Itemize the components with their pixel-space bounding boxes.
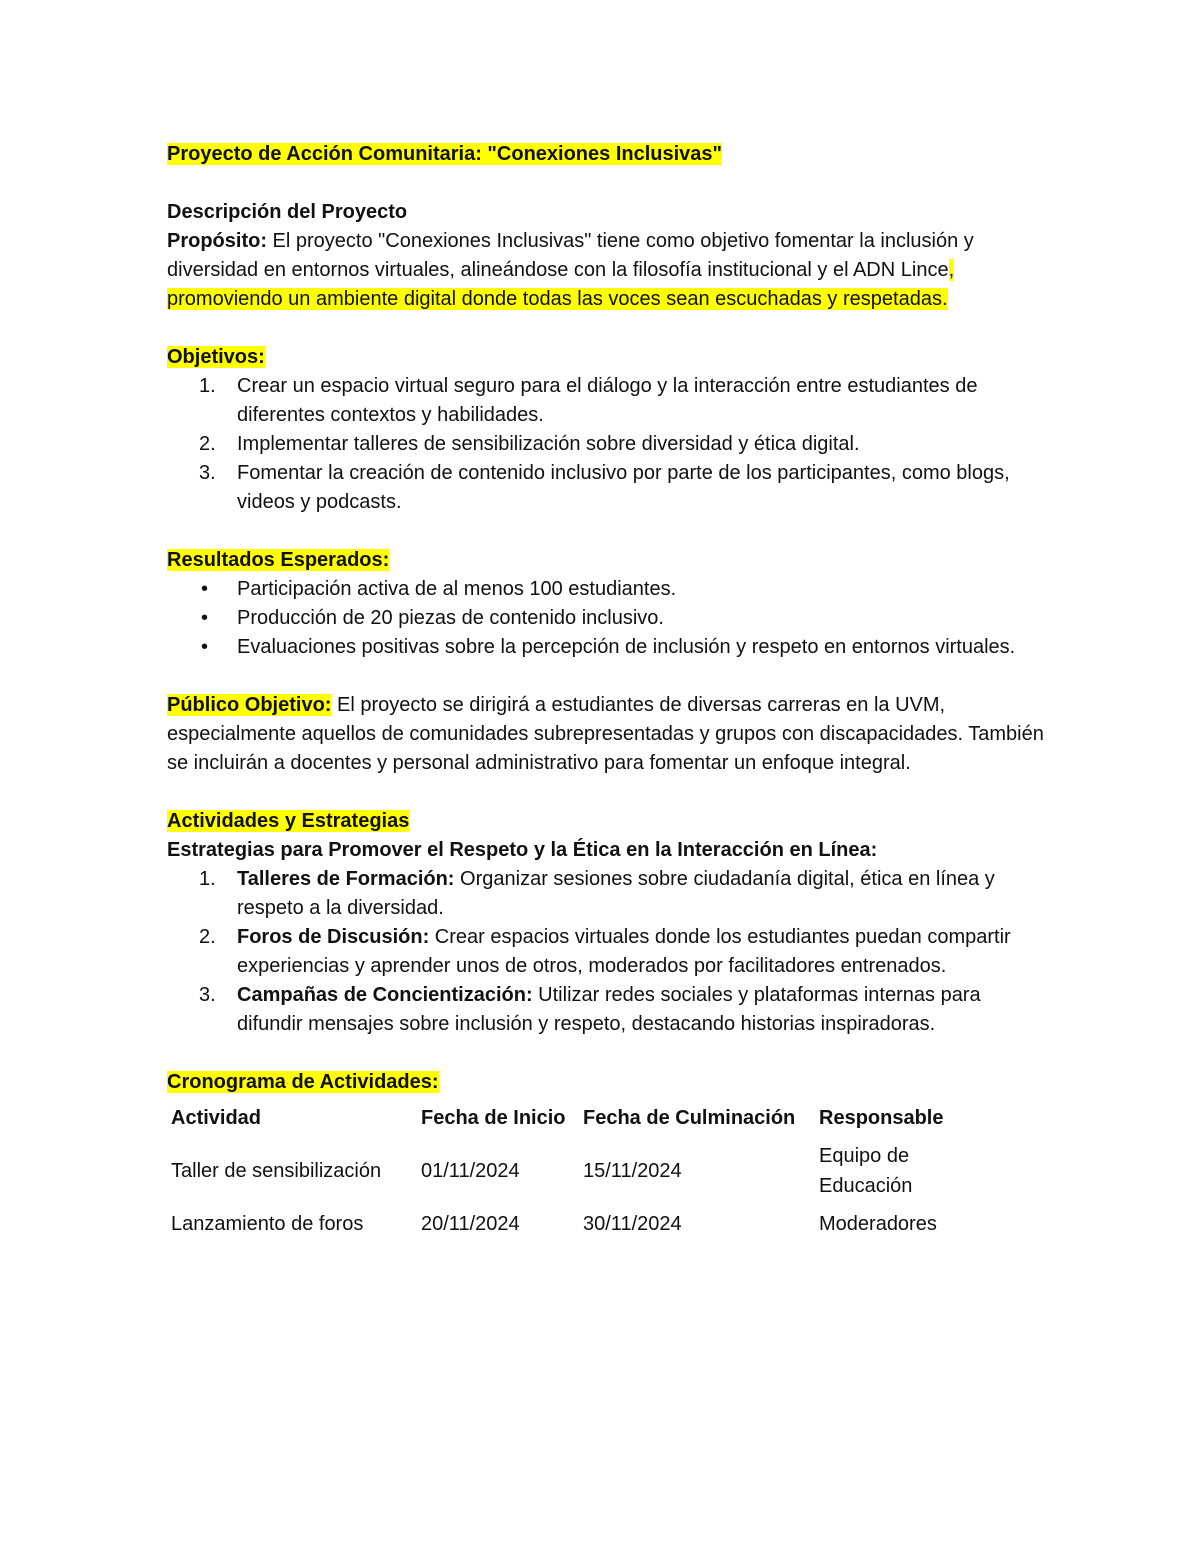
column-header: Fecha de Inicio — [421, 1107, 566, 1129]
list-item: Foros de Discusión: Crear espacios virtuales donde los estudiantes puedan compartir experiencias y aprender unos de otros, moderados por facilitadores entrenados. — [237, 926, 1011, 977]
table-row — [167, 1137, 1003, 1205]
document-page — [167, 140, 1047, 1243]
table-cell: Moderadores — [819, 1213, 937, 1235]
audience-paragraph: Público Objetivo: El proyecto se dirigirá a estudiantes de diversas carreras en la UVM, especialmente aquellos de comunidades subrepresentadas y grupos con discapacidades. También se incluirán a docentes y personal administrativo para fomentar un enfoque integral. — [167, 694, 1044, 774]
table-cell: Lanzamiento de foros — [171, 1213, 364, 1235]
objectives-heading: Objetivos: — [167, 346, 265, 368]
table-row — [167, 1205, 1003, 1243]
description-heading: Descripción del Proyecto — [167, 201, 408, 223]
column-header: Actividad — [171, 1107, 262, 1129]
table-cell: 01/11/2024 — [421, 1160, 520, 1182]
column-header: Fecha de Culminación — [583, 1107, 796, 1129]
list-item: • Producción de 20 piezas de contenido inclusivo. — [237, 604, 1047, 633]
activities-heading: Actividades y Estrategias — [167, 810, 410, 832]
objectives-list — [167, 372, 1047, 517]
document-title: Proyecto de Acción Comunitaria: "Conexiones Inclusivas" — [167, 143, 723, 165]
table-cell: Equipo de Educación — [819, 1145, 913, 1197]
list-item: Talleres de Formación: Organizar sesiones sobre ciudadanía digital, ética en línea y respeto a la diversidad. — [237, 868, 995, 919]
table-cell: Taller de sensibilización — [171, 1160, 382, 1182]
list-item: Campañas de Concientización: Utilizar redes sociales y plataformas internas para difundir mensajes sobre inclusión y respeto, destacando historias inspiradoras. — [237, 984, 981, 1035]
list-item: Implementar talleres de sensibilización sobre diversidad y ética digital. — [237, 433, 860, 455]
results-list — [167, 575, 1047, 662]
list-item: Fomentar la creación de contenido inclusivo por parte de los participantes, como blogs, videos y podcasts. — [237, 462, 1010, 513]
schedule-table — [167, 1099, 1003, 1243]
table-cell: 20/11/2024 — [421, 1213, 520, 1235]
results-heading: Resultados Esperados: — [167, 549, 390, 571]
list-item: Crear un espacio virtual seguro para el diálogo y la interacción entre estudiantes de diferentes contextos y habilidades. — [237, 375, 978, 426]
list-item: • Participación activa de al menos 100 estudiantes. — [237, 575, 1047, 604]
column-header: Responsable — [819, 1107, 944, 1129]
table-cell: 15/11/2024 — [583, 1160, 682, 1182]
list-item: • Evaluaciones positivas sobre la percepción de inclusión y respeto en entornos virtuales. — [237, 633, 1047, 662]
table-cell: 30/11/2024 — [583, 1213, 682, 1235]
table-header-row — [167, 1099, 1003, 1137]
strategies-list — [167, 865, 1047, 1039]
schedule-heading: Cronograma de Actividades: — [167, 1071, 439, 1093]
purpose-paragraph: Propósito: El proyecto "Conexiones Inclusivas" tiene como objetivo fomentar la inclusión y diversidad en entornos virtuales, alineándose con la filosofía institucional y el ADN Lince, promoviendo un ambiente digital donde todas las voces sean escuchadas y respetadas. — [167, 230, 974, 310]
activities-subheading: Estrategias para Promover el Respeto y la Ética en la Interacción en Línea: — [167, 839, 878, 861]
